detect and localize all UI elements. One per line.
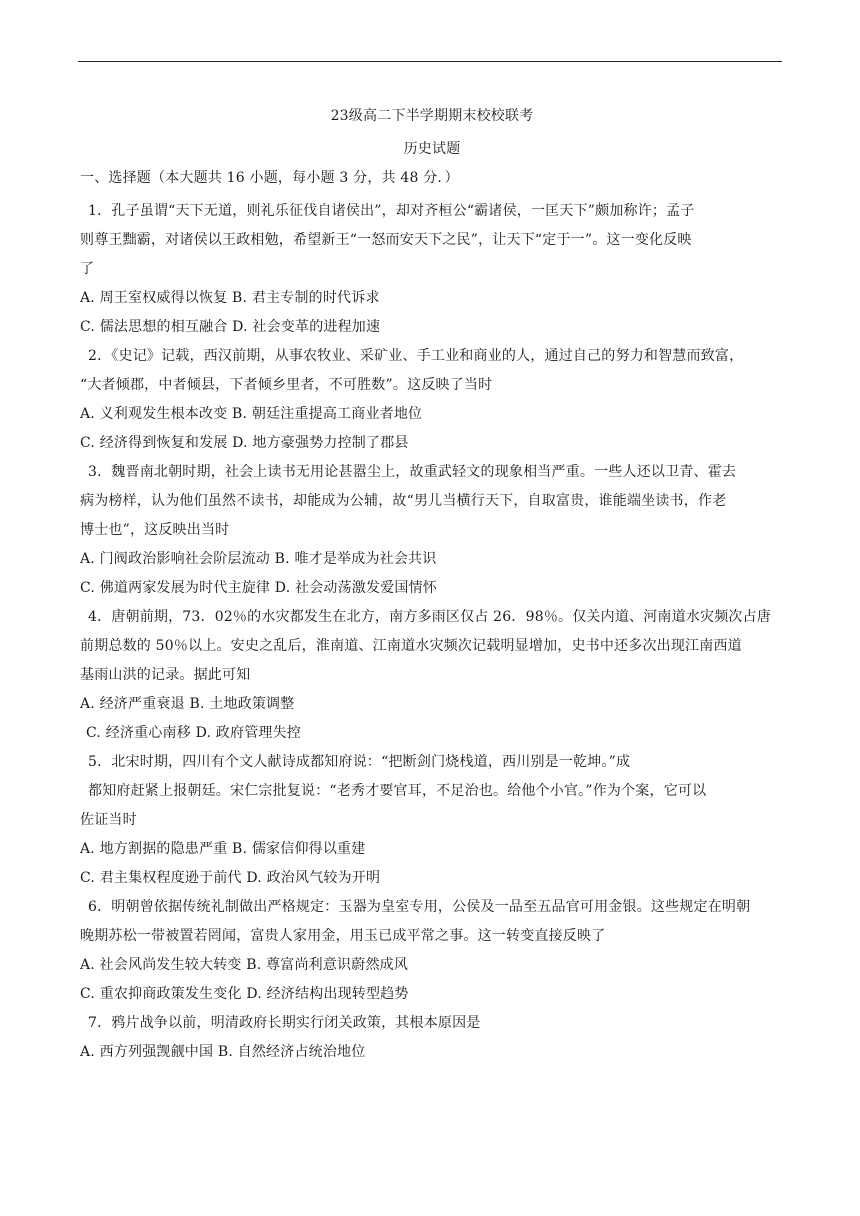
question-1: [80, 197, 784, 342]
option-line: A. 周王室权威得以恢复 B. 君主专制的时代诉求: [80, 290, 380, 306]
question-stem-line: 佐证当时: [80, 812, 137, 828]
option-line: A. 经济严重衰退 B. 土地政策调整: [80, 696, 295, 712]
option-line: A. 义利观发生根本改变 B. 朝廷注重提高工商业者地位: [80, 406, 423, 422]
option-line: A. 地方割据的隐患严重 B. 儒家信仰得以重建: [80, 841, 366, 857]
question-stem-line: 了: [80, 261, 95, 277]
subject-title: 历史试题: [403, 141, 461, 157]
option-line: C. 经济得到恢复和发展 D. 地方豪强势力控制了郡县: [80, 435, 409, 451]
question-stem-line: 基雨山洪的记录。据此可知: [80, 667, 251, 683]
question-6: [80, 893, 784, 1009]
question-stem-line: 博士也”，这反映出当时: [80, 522, 230, 538]
question-3: [80, 458, 784, 603]
question-stem-line: 1．孔子虽谓“天下无道，则礼乐征伐自诸侯出”，却对齐桓公“霸诸侯，一匡天下”颇加称许；孟子: [88, 203, 695, 219]
header-rule: [78, 61, 782, 62]
question-2: [80, 342, 784, 458]
question-stem-line: 则尊王黜霸，对诸侯以王政相勉，希望新王“一怒而安天下之民”，让天下“定于一”。这一变化反映: [80, 232, 692, 248]
question-stem-line: 4．唐朝前期，73．02％的水灾都发生在北方，南方多雨区仅占 26．98％。仅关内道、河南道水灾频次占唐: [88, 609, 772, 625]
question-stem-line: 6．明朝曾依据传统礼制做出严格规定：玉器为皇室专用，公侯及一品至五品官可用金银。这些规定在明朝: [88, 899, 751, 915]
option-line: C. 佛道两家发展为时代主旋律 D. 社会动荡激发爱国情怀: [80, 580, 437, 596]
question-stem-line: 5．北宋时期，四川有个文人献诗成都知府说：“把断剑门烧栈道，西川别是一乾坤。”成: [88, 754, 631, 770]
question-7: [80, 1009, 784, 1067]
question-stem-line: 2．《史记》记载，西汉前期，从事农牧业、采矿业、手工业和商业的人，通过自己的努力和智慧而致富，: [88, 348, 744, 364]
option-line: C. 重农抑商政策发生变化 D. 经济结构出现转型趋势: [80, 986, 409, 1002]
exam-title: 23级高二下半学期期末校校联考: [330, 108, 534, 124]
question-5: [80, 748, 784, 893]
option-line: C. 君主集权程度逊于前代 D. 政治风气较为开明: [80, 870, 381, 886]
question-stem-line: 晚期苏松一带被置若罔闻，富贵人家用金，用玉已成平常之事。这一转变直接反映了: [80, 928, 606, 944]
question-stem-line: 3．魏晋南北朝时期，社会上读书无用论甚嚣尘上，故重武轻文的现象相当严重。一些人还以卫青、霍去: [88, 464, 737, 480]
option-line: C. 经济重心南移 D. 政府管理失控: [86, 725, 301, 741]
question-4: [80, 603, 784, 748]
document-page: [80, 100, 784, 1067]
question-stem-line: 都知府赶紧上报朝廷。宋仁宗批复说：“老秀才要官耳，不足治也。给他个小官。”作为个案，它可以: [88, 783, 707, 799]
option-line: A. 西方列强觊觎中国 B. 自然经济占统治地位: [80, 1044, 366, 1060]
section-heading: 一、选择题（本大题共 16 小题，每小题 3 分，共 48 分．）: [80, 170, 459, 186]
option-line: C. 儒法思想的相互融合 D. 社会变革的进程加速: [80, 319, 381, 335]
question-stem-line: 7．鸦片战争以前，明清政府长期实行闭关政策，其根本原因是: [88, 1015, 481, 1031]
option-line: A. 门阀政治影响社会阶层流动 B. 唯才是举成为社会共识: [80, 551, 437, 567]
question-stem-line: 前期总数的 50％以上。安史之乱后，淮南道、江南道水灾频次记载明显增加，史书中还多次出现江南西道: [80, 638, 742, 654]
question-stem-line: 病为榜样，认为他们虽然不读书，却能成为公辅，故“男儿当横行天下，自取富贵，谁能端坐读书，作老: [80, 493, 727, 509]
question-stem-line: “大者倾郡，中者倾县，下者倾乡里者，不可胜数”。这反映了当时: [80, 377, 493, 393]
option-line: A. 社会风尚发生较大转变 B. 尊富尚利意识蔚然成风: [80, 957, 409, 973]
